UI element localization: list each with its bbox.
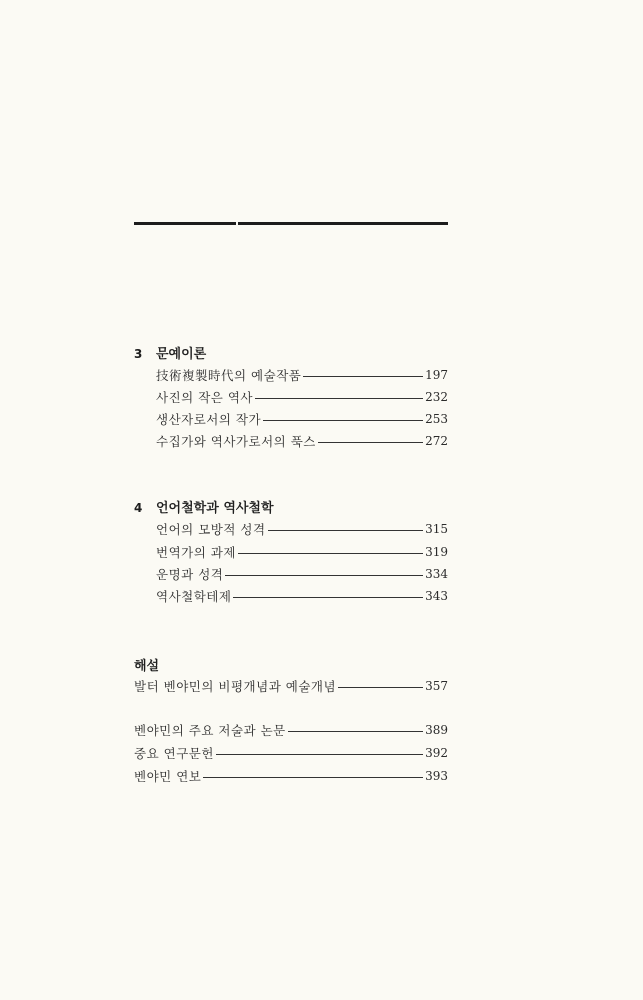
toc-entry[interactable] — [156, 388, 448, 406]
dot-leader — [338, 687, 423, 688]
toc-entry-title: 사진의 작은 역사 — [156, 390, 253, 405]
toc-entry-title: 언어의 모방적 성격 — [156, 522, 266, 537]
toc-entry-page: 343 — [425, 589, 448, 603]
toc-entry[interactable] — [134, 677, 448, 695]
toc-entry-title: 생산자로서의 작가 — [156, 412, 262, 427]
toc-entry-title: 수집가와 역사가로서의 푹스 — [156, 434, 316, 449]
top-rule-right — [238, 222, 448, 225]
toc-entry-title: 번역가의 과제 — [156, 545, 236, 560]
toc-entry-page: 319 — [425, 545, 448, 559]
toc-entry[interactable] — [156, 587, 448, 605]
section-heading — [134, 497, 274, 516]
dot-leader — [303, 376, 423, 377]
section-title: 언어철학과 역사철학 — [156, 501, 274, 516]
toc-entry-page: 232 — [425, 390, 448, 404]
toc-entry-title: 벤야민 연보 — [134, 769, 202, 784]
dot-leader — [238, 553, 423, 554]
dot-leader — [318, 442, 423, 443]
toc-entry[interactable] — [156, 366, 448, 384]
toc-entry-title: 중요 연구문헌 — [134, 746, 214, 761]
toc-entry[interactable] — [156, 543, 448, 561]
top-rule-left — [134, 222, 236, 225]
dot-leader — [288, 731, 423, 732]
toc-entry-title: 技術複製時代의 예술작품 — [156, 368, 302, 383]
toc-entry[interactable] — [156, 520, 448, 538]
toc-entry-title: 운명과 성격 — [156, 567, 224, 582]
commentary-heading: 해설 — [134, 659, 160, 674]
toc-entry-page: 272 — [425, 434, 448, 448]
toc-entry-page: 389 — [425, 723, 448, 737]
toc-entry[interactable] — [134, 744, 448, 762]
dot-leader — [233, 597, 423, 598]
toc-entry-page: 253 — [425, 412, 448, 426]
section-title: 문예이론 — [156, 347, 207, 362]
toc-entry-page: 392 — [425, 746, 448, 760]
toc-entry-page: 197 — [425, 368, 448, 382]
toc-entry-title: 벤야민의 주요 저술과 논문 — [134, 723, 286, 738]
section-number: 4 — [134, 501, 143, 515]
dot-leader — [263, 420, 423, 421]
toc-entry-page: 393 — [425, 769, 448, 783]
section-heading — [134, 343, 206, 362]
toc-entry-page: 334 — [425, 567, 448, 581]
toc-entry[interactable] — [134, 767, 448, 785]
toc-entry[interactable] — [134, 721, 448, 739]
dot-leader — [255, 398, 423, 399]
dot-leader — [225, 575, 423, 576]
dot-leader — [216, 754, 423, 755]
toc-entry-title: 발터 벤야민의 비평개념과 예술개념 — [134, 679, 337, 694]
dot-leader — [203, 777, 423, 778]
toc-entry-title: 역사철학테제 — [156, 589, 232, 604]
dot-leader — [268, 530, 424, 531]
toc-entry[interactable] — [156, 432, 448, 450]
toc-entry[interactable] — [156, 410, 448, 428]
toc-entry-page: 357 — [425, 679, 448, 693]
toc-entry[interactable] — [156, 565, 448, 583]
section-number: 3 — [134, 347, 143, 361]
toc-entry-page: 315 — [425, 522, 448, 536]
